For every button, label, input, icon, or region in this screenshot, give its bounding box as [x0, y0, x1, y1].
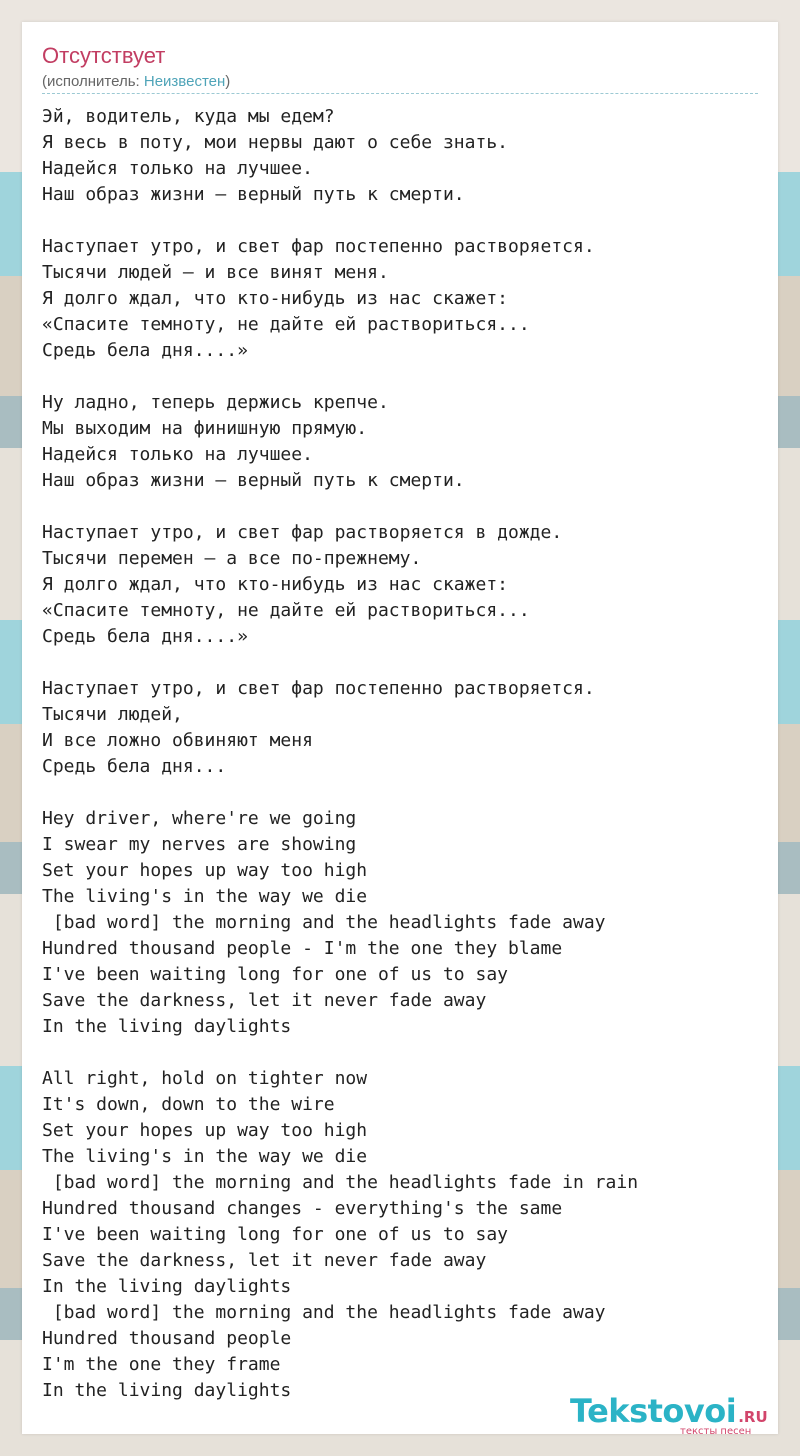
lyrics-card — [22, 22, 778, 1437]
title-divider — [42, 93, 758, 94]
song-title: Отсутствует — [42, 43, 166, 68]
lyrics-text: Эй, водитель, куда мы едем? Я весь в поту, мои нервы дают о себе знать. Надейся только на лучшее. Наш образ жизни — верный путь к смерти. Наступает утро, и свет фар постепенно растворяется. Тысячи людей — и все винят меня. Я долго ждал, что кто-нибудь из нас скажет: «Спасите темноту, не дайте ей раствориться... Средь бела дня....» Ну ладно, теперь держись крепче. Мы выходим на финишную прямую. Надейся только на лучшее. Наш образ жизни — верный путь к смерти. Наступает утро, и свет фар растворяется в дожде. Тысячи перемен — а все по-прежнему. Я долго ждал, что кто-нибудь из нас скажет: «Спасите темноту, не дайте ей раствориться... Средь бела дня....» Наступает утро, и свет фар постепенно растворяется. Тысячи людей, И все ложно обвиняют меня Средь бела дня... Hey driver, where're we going I swear my nerves are showing Set your hopes up way too high The living's in the way we die [bad word] the morning and the headlights fade away Hundred thousand people - I'm the one they blame I've been waiting long for one of us to say Save the darkness, let it never fade away In the living daylights All right, hold on tighter now It's down, down to the wire Set your hopes up way too high The living's in the way we die [bad word] the morning and the headlights fade in rain Hundred thousand changes - everything's the same I've been waiting long for one of us to say Save the darkness, let it never fade away In the living daylights [bad word] the morning and the headlights fade away Hundred thousand people I'm the one they frame In the living daylights — [42, 106, 639, 1401]
artist-line — [42, 73, 230, 91]
artist-link[interactable]: Неизвестен — [143, 73, 226, 90]
logo-name: Tekstovoi — [570, 1392, 737, 1430]
logo-tagline: тексты песен — [680, 1426, 752, 1437]
artist-suffix: ) — [225, 73, 231, 90]
site-logo[interactable] — [570, 1394, 780, 1438]
logo-tld: .RU — [738, 1408, 768, 1426]
artist-prefix: (исполнитель: — [42, 73, 144, 90]
